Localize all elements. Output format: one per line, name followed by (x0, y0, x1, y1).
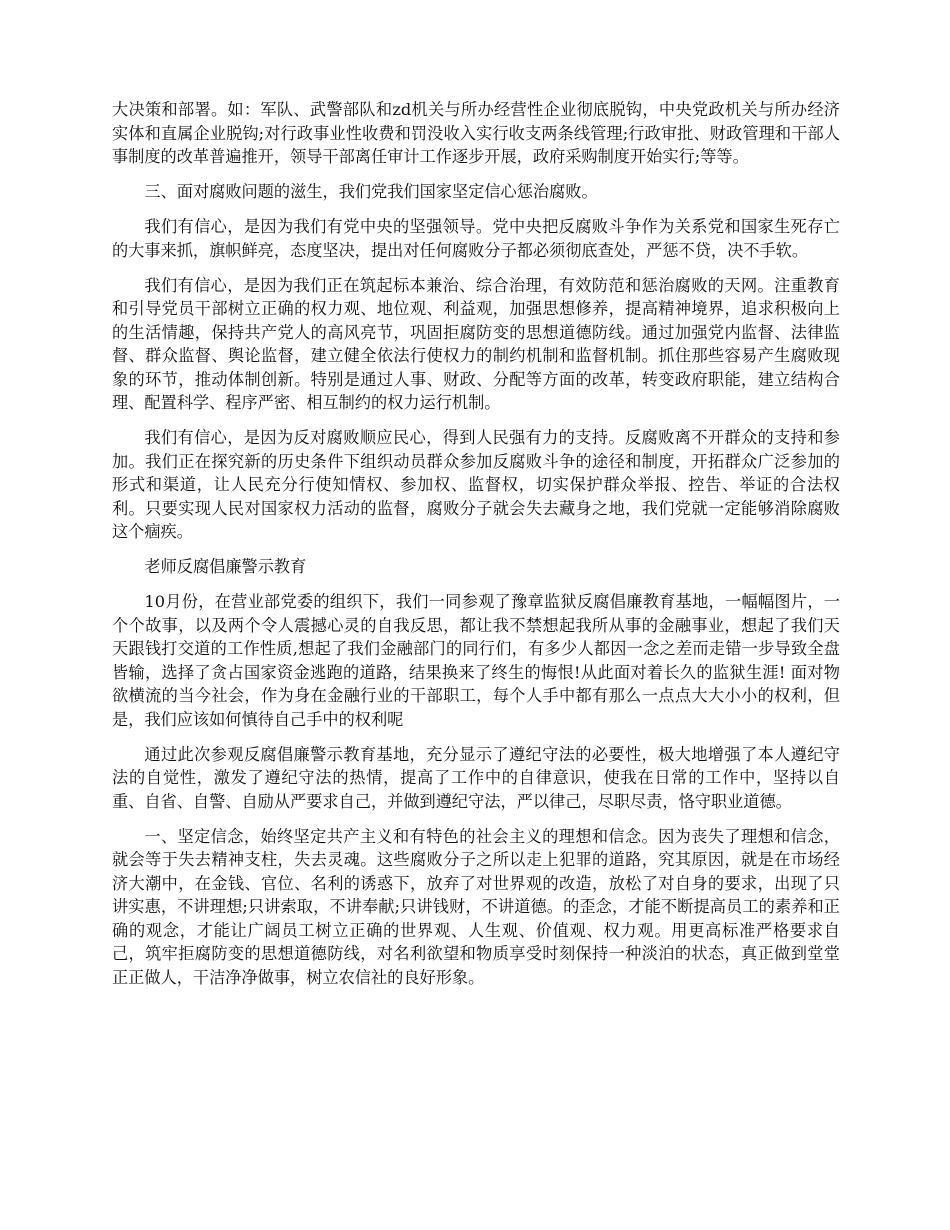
paragraph-confidence-leadership: 我们有信心，是因为我们有党中央的坚强领导。党中央把反腐败斗争作为关系党和国家生死存亡的大事来抓，旗帜鲜亮，态度坚决，提出对任何腐败分子都必须彻底查处，严惩不贷，决不手软。 (112, 217, 840, 260)
document-page (112, 98, 840, 1001)
article-title: 老师反腐倡廉警示教育 (144, 557, 307, 576)
paragraph-continuation: 大决策和部署。如：军队、武警部队和zd机关与所办经营性企业彻底脱钩，中央党政机关与所办经济实体和直属企业脱钩;对行政事业性收费和罚没收入实行收支两条线管理;行政审批、财政管理和干部人事制度的改革普遍推开，领导干部离任审计工作逐步开展，政府采购制度开始实行;等等。 (112, 100, 840, 166)
paragraph-confidence-governance: 我们有信心，是因为我们正在筑起标本兼治、综合治理，有效防范和惩治腐败的天网。注重教育和引导党员干部树立正确的权力观、地位观、利益观，加强思想修养，提高精神境界，追求积极向上的生活情趣，保持共产党人的高风亮节，巩固拒腐防变的思想道德防线。通过加强党内监督、法律监督、群众监督、舆论监督，建立健全依法行使权力的制约机制和监督机制。抓住那些容易产生腐败现象的环节，推动体制创新。特别是通过人事、财政、分配等方面的改革，转变政府职能，建立结构合理、配置科学、程序严密、相互制约的权力运行机制。 (112, 275, 840, 412)
paragraph-october-visit: 10月份，在营业部党委的组织下，我们一同参观了豫章监狱反腐倡廉教育基地，一幅幅图片，一个个故事，以及两个令人震撼心灵的自我反思，都让我不禁想起我所从事的金融事业，想起了我们天天跟钱打交道的工作性质,想起了我们金融部门的同行们，有多少人都因一念之差而走错一步导致全盘皆输，选择了贪占国家资金逃跑的道路，结果换来了终生的悔恨!从此面对着长久的监狱生涯! 面对物欲横流的当今社会，作为身在金融行业的干部职工，每个人手中都有那么一点点大大小小的权利，但是，我们应该如何慎待自己手中的权利呢 (112, 592, 840, 729)
paragraph-confidence-people: 我们有信心，是因为反对腐败顺应民心，得到人民强有力的支持。反腐败离不开群众的支持和参加。我们正在探究新的历史条件下组织动员群众参加反腐败斗争的途径和制度，开拓群众广泛参加的形式和渠道，让人民充分行使知情权、参加权、监督权，切实保护群众举报、控告、举证的合法权利。只要实现人民对国家权力活动的监督，腐败分子就会失去藏身之地，我们党就一定能够消除腐败这个痼疾。 (112, 428, 840, 541)
paragraph-visit-reflection: 通过此次参观反腐倡廉警示教育基地，充分显示了遵纪守法的必要性，极大地增强了本人遵纪守法的自觉性，激发了遵纪守法的热情，提高了工作中的自律意识，使我在日常的工作中，坚持以自重、自省、自警、自励从严要求自己，并做到遵纪守法，严以律己，尽职尽责，恪守职业道德。 (112, 744, 840, 811)
paragraph-point-one: 一、坚定信念，始终坚定共产主义和有特色的社会主义的理想和信念。因为丧失了理想和信念，就会等于失去精神支柱，失去灵魂。这些腐败分子之所以走上犯罪的道路，究其原因，就是在市场经济大潮中，在金钱、官位、名利的诱惑下，放弃了对世界观的改造，放松了对自身的要求，出现了只讲实惠，不讲理想;只讲索取，不讲奉献;只讲钱财，不讲道德。的歪念，才能不断提高员工的素养和正确的观念，才能让广阔员工树立正确的世界观、人生观、价值观、权力观。用更高标准严格要求自己，筑牢拒腐防变的思想道德防线，对名利欲望和物质享受时刻保持一种淡泊的状态，真正做到堂堂正正做人，干洁净净做事，树立农信社的良好形象。 (112, 826, 840, 987)
section-heading-three: 三、面对腐败问题的滋生，我们党我们国家坚定信心惩治腐败。 (144, 182, 598, 201)
